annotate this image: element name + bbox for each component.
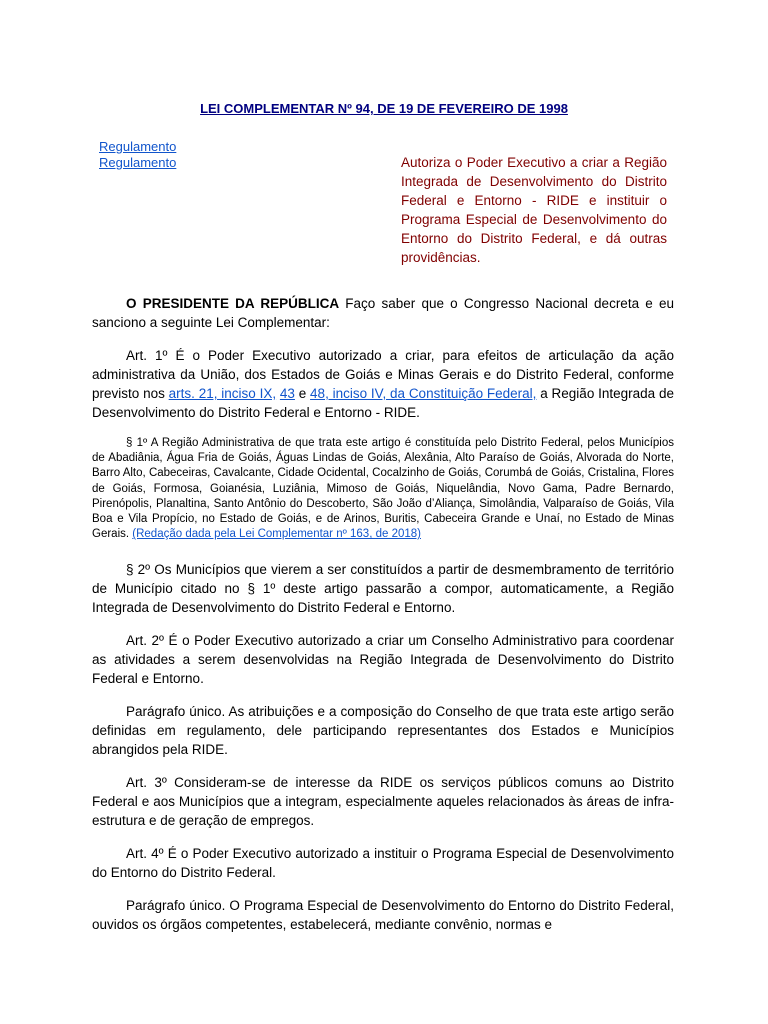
regulamento-links xyxy=(99,139,176,171)
article-1-paragraph-1-text: § 1º A Região Administrativa de que trata este artigo é constituída pelo Distrito Federal, pelos Municípios de Abadiânia, Água Fria de Goiás, Águas Lindas de Goiás, Alexânia, Alto Paraíso de Goiás, Alvorada do Norte, Barro Alto, Cabeceiras, Cavalcante, Cidade Ocidental, Cocalzinho de Goiás, Corumbá de Goiás, Cristalina, Flores de Goiás, Formosa, Goianésia, Luziânia, Mimoso de Goiás, Niquelândia, Novo Gama, Padre Bernardo, Pirenópolis, Planaltina, Santo Antônio do Descoberto, São João d’Aliança, Simolândia, Valparaíso de Goiás, Vila Boa e Vila Propício, no Estado de Goiás, e de Arinos, Buritis, Cabeceira Grande e Unaí, no Estado de Minas Gerais. xyxy=(92,437,674,541)
law-body xyxy=(92,294,674,948)
article-3: Art. 3º Consideram-se de interesse da RIDE os serviços públicos comuns ao Distrito Federal e aos Municípios que a integram, especialmente aqueles relacionados às áreas de infra-estrutura e de geração de empregos. xyxy=(92,775,674,829)
article-1-paragraph-2: § 2º Os Municípios que vierem a ser constituídos a partir de desmembramento de território de Município citado no § 1º deste artigo passarão a compor, automaticamente, a Região Integrada de Desenvolvimento do Distrito Federal e Entorno. xyxy=(92,562,674,616)
preamble xyxy=(92,294,674,332)
article-2: Art. 2º É o Poder Executivo autorizado a criar um Conselho Administrativo para coordenar as atividades a serem desenvolvidas na Região Integrada de Desenvolvimento do Distrito Federal e Entorno. xyxy=(92,633,674,687)
regulamento-link-2[interactable]: Regulamento xyxy=(99,155,177,170)
regulamento-link-1[interactable]: Regulamento xyxy=(99,139,177,154)
preamble-text: Faço saber que o Congresso Nacional decreta e eu sanciono a seguinte Lei Complementar: xyxy=(92,296,674,330)
link-art-43[interactable]: 43 xyxy=(279,386,295,401)
article-1-text-before: Art. 1º É o Poder Executivo autorizado a criar, para efeitos de articulação da ação administrativa da União, dos Estados de Goiás e Minas Gerais e do Distrito Federal, conforme previsto nos xyxy=(92,348,674,401)
article-1-text-after: a Região Integrada de Desenvolvimento do Distrito Federal e Entorno - RIDE. xyxy=(92,386,674,420)
law-ementa: Autoriza o Poder Executivo a criar a Região Integrada de Desenvolvimento do Distrito Federal e Entorno - RIDE e instituir o Programa Especial de Desenvolvimento do Entorno do Distrito Federal, e dá outras providências. xyxy=(401,155,667,265)
president-heading: O PRESIDENTE DA REPÚBLICA xyxy=(126,296,340,311)
link-redacao-lc-163[interactable]: (Redação dada pela Lei Complementar nº 163, de 2018) xyxy=(132,528,421,541)
article-1 xyxy=(92,346,674,422)
article-4: Art. 4º É o Poder Executivo autorizado a instituir o Programa Especial de Desenvolvimento do Entorno do Distrito Federal. xyxy=(92,846,674,881)
article-2-paragraph: Parágrafo único. As atribuições e a composição do Conselho de que trata este artigo serão definidas em regulamento, dele participando representantes dos Estados e Municípios abrangidos pela RIDE. xyxy=(92,704,674,758)
article-1-sep-2: e xyxy=(294,386,311,401)
link-art-48-constituicao[interactable]: 48, inciso IV, da Constituição Federal, xyxy=(310,386,537,401)
law-title: LEI COMPLEMENTAR Nº 94, DE 19 DE FEVEREIRO DE 1998 xyxy=(200,101,568,116)
article-1-paragraph-1 xyxy=(92,436,674,542)
link-arts-21[interactable]: arts. 21, inciso IX, xyxy=(168,386,277,401)
article-4-paragraph: Parágrafo único. O Programa Especial de Desenvolvimento do Entorno do Distrito Federal, ouvidos os órgãos competentes, estabelecerá, mediante convênio, normas e xyxy=(92,898,674,933)
